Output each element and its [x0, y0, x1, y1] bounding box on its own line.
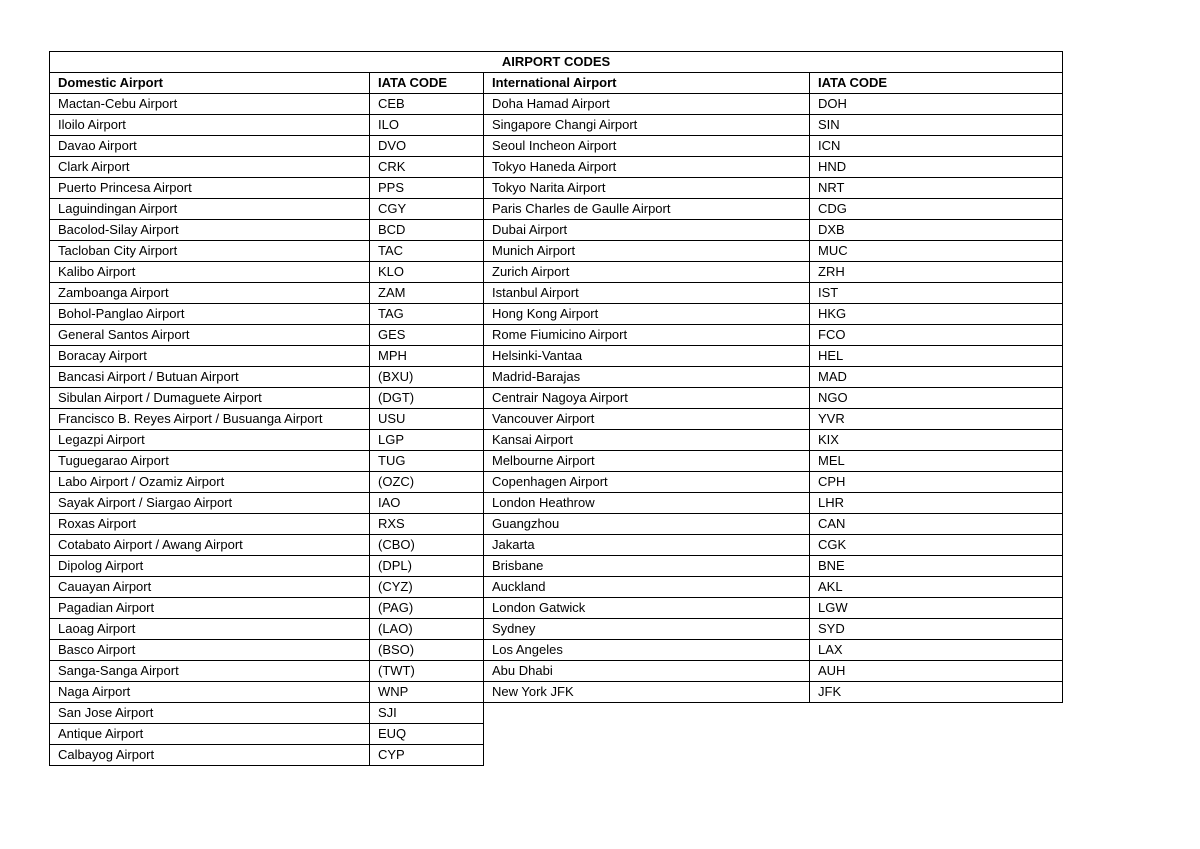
domestic-iata-code-cell: EUQ [370, 724, 484, 745]
international-iata-code-cell: LAX [810, 640, 1063, 661]
international-airport-cell: Kansai Airport [484, 430, 810, 451]
international-airport-cell: Melbourne Airport [484, 451, 810, 472]
table-row [50, 367, 1063, 388]
domestic-iata-code-cell: (LAO) [370, 619, 484, 640]
table-row [50, 262, 1063, 283]
domestic-iata-code-cell: (PAG) [370, 598, 484, 619]
international-iata-code-cell: JFK [810, 682, 1063, 703]
international-airport-cell [484, 724, 810, 745]
international-iata-code-cell: CGK [810, 535, 1063, 556]
domestic-iata-code-cell: (CYZ) [370, 577, 484, 598]
international-iata-code-cell: YVR [810, 409, 1063, 430]
international-iata-code-cell: HEL [810, 346, 1063, 367]
international-airport-cell: Helsinki-Vantaa [484, 346, 810, 367]
international-airport-cell: Tokyo Narita Airport [484, 178, 810, 199]
domestic-iata-code-cell: CYP [370, 745, 484, 766]
domestic-iata-code-cell: USU [370, 409, 484, 430]
domestic-airport-cell: San Jose Airport [50, 703, 370, 724]
table-row [50, 94, 1063, 115]
table-row [50, 598, 1063, 619]
table-row [50, 514, 1063, 535]
international-iata-code-cell [810, 724, 1063, 745]
table-body [50, 52, 1063, 766]
domestic-iata-code-cell: CGY [370, 199, 484, 220]
domestic-airport-cell: Zamboanga Airport [50, 283, 370, 304]
international-airport-cell: Paris Charles de Gaulle Airport [484, 199, 810, 220]
international-iata-code-cell: KIX [810, 430, 1063, 451]
international-iata-code-cell: HND [810, 157, 1063, 178]
header-domestic-iata-code: IATA CODE [370, 73, 484, 94]
domestic-airport-cell: Laoag Airport [50, 619, 370, 640]
domestic-iata-code-cell: KLO [370, 262, 484, 283]
table-title: AIRPORT CODES [50, 52, 1063, 73]
domestic-airport-cell: Labo Airport / Ozamiz Airport [50, 472, 370, 493]
table-row [50, 703, 1063, 724]
domestic-iata-code-cell: ZAM [370, 283, 484, 304]
domestic-airport-cell: Bancasi Airport / Butuan Airport [50, 367, 370, 388]
international-airport-cell: Singapore Changi Airport [484, 115, 810, 136]
international-airport-cell: Zurich Airport [484, 262, 810, 283]
international-airport-cell: Guangzhou [484, 514, 810, 535]
international-iata-code-cell: DXB [810, 220, 1063, 241]
table-row [50, 115, 1063, 136]
domestic-iata-code-cell: (OZC) [370, 472, 484, 493]
domestic-airport-cell: Davao Airport [50, 136, 370, 157]
domestic-iata-code-cell: WNP [370, 682, 484, 703]
domestic-airport-cell: Tuguegarao Airport [50, 451, 370, 472]
international-iata-code-cell [810, 703, 1063, 724]
domestic-iata-code-cell: BCD [370, 220, 484, 241]
domestic-airport-cell: Tacloban City Airport [50, 241, 370, 262]
international-airport-cell: Hong Kong Airport [484, 304, 810, 325]
international-iata-code-cell: ZRH [810, 262, 1063, 283]
table-row [50, 682, 1063, 703]
table-row [50, 346, 1063, 367]
international-airport-cell: Vancouver Airport [484, 409, 810, 430]
domestic-airport-cell: Laguindingan Airport [50, 199, 370, 220]
domestic-iata-code-cell: TUG [370, 451, 484, 472]
title-row [50, 52, 1063, 73]
international-airport-cell [484, 703, 810, 724]
international-iata-code-cell: CAN [810, 514, 1063, 535]
table-row [50, 661, 1063, 682]
domestic-airport-cell: Calbayog Airport [50, 745, 370, 766]
international-airport-cell: Madrid-Barajas [484, 367, 810, 388]
domestic-iata-code-cell: TAC [370, 241, 484, 262]
domestic-airport-cell: Naga Airport [50, 682, 370, 703]
domestic-iata-code-cell: TAG [370, 304, 484, 325]
table-row [50, 451, 1063, 472]
international-airport-cell: London Gatwick [484, 598, 810, 619]
domestic-iata-code-cell: (TWT) [370, 661, 484, 682]
airport-codes-table [49, 51, 1063, 766]
international-iata-code-cell: ICN [810, 136, 1063, 157]
domestic-iata-code-cell: SJI [370, 703, 484, 724]
table-row [50, 136, 1063, 157]
domestic-airport-cell: Sanga-Sanga Airport [50, 661, 370, 682]
international-airport-cell: Copenhagen Airport [484, 472, 810, 493]
international-airport-cell: Istanbul Airport [484, 283, 810, 304]
international-iata-code-cell: AUH [810, 661, 1063, 682]
table-row [50, 220, 1063, 241]
table-row [50, 283, 1063, 304]
international-iata-code-cell: NRT [810, 178, 1063, 199]
domestic-iata-code-cell: RXS [370, 514, 484, 535]
table-row [50, 325, 1063, 346]
header-international-airport: International Airport [484, 73, 810, 94]
domestic-iata-code-cell: (DPL) [370, 556, 484, 577]
international-iata-code-cell: MEL [810, 451, 1063, 472]
international-iata-code-cell [810, 745, 1063, 766]
international-iata-code-cell: IST [810, 283, 1063, 304]
domestic-airport-cell: Pagadian Airport [50, 598, 370, 619]
international-iata-code-cell: LHR [810, 493, 1063, 514]
domestic-iata-code-cell: (DGT) [370, 388, 484, 409]
table-row [50, 472, 1063, 493]
domestic-airport-cell: Dipolog Airport [50, 556, 370, 577]
domestic-airport-cell: Kalibo Airport [50, 262, 370, 283]
international-airport-cell: Seoul Incheon Airport [484, 136, 810, 157]
table-row [50, 619, 1063, 640]
international-iata-code-cell: NGO [810, 388, 1063, 409]
header-row [50, 73, 1063, 94]
table-row [50, 304, 1063, 325]
header-international-iata-code: IATA CODE [810, 73, 1063, 94]
domestic-iata-code-cell: (BSO) [370, 640, 484, 661]
international-airport-cell: Munich Airport [484, 241, 810, 262]
domestic-iata-code-cell: LGP [370, 430, 484, 451]
domestic-airport-cell: General Santos Airport [50, 325, 370, 346]
domestic-airport-cell: Cauayan Airport [50, 577, 370, 598]
international-iata-code-cell: LGW [810, 598, 1063, 619]
domestic-iata-code-cell: (CBO) [370, 535, 484, 556]
table-row [50, 724, 1063, 745]
domestic-airport-cell: Cotabato Airport / Awang Airport [50, 535, 370, 556]
international-airport-cell: Los Angeles [484, 640, 810, 661]
international-iata-code-cell: DOH [810, 94, 1063, 115]
domestic-airport-cell: Antique Airport [50, 724, 370, 745]
domestic-iata-code-cell: MPH [370, 346, 484, 367]
international-airport-cell: New York JFK [484, 682, 810, 703]
international-iata-code-cell: FCO [810, 325, 1063, 346]
international-airport-cell: Brisbane [484, 556, 810, 577]
table-row [50, 745, 1063, 766]
domestic-airport-cell: Iloilo Airport [50, 115, 370, 136]
international-airport-cell: Rome Fiumicino Airport [484, 325, 810, 346]
domestic-iata-code-cell: PPS [370, 178, 484, 199]
domestic-iata-code-cell: CRK [370, 157, 484, 178]
domestic-airport-cell: Mactan-Cebu Airport [50, 94, 370, 115]
international-airport-cell: Centrair Nagoya Airport [484, 388, 810, 409]
international-iata-code-cell: CPH [810, 472, 1063, 493]
domestic-airport-cell: Clark Airport [50, 157, 370, 178]
international-airport-cell: Abu Dhabi [484, 661, 810, 682]
domestic-airport-cell: Boracay Airport [50, 346, 370, 367]
table-row [50, 199, 1063, 220]
header-domestic-airport: Domestic Airport [50, 73, 370, 94]
domestic-airport-cell: Basco Airport [50, 640, 370, 661]
domestic-airport-cell: Puerto Princesa Airport [50, 178, 370, 199]
table-row [50, 640, 1063, 661]
table-row [50, 409, 1063, 430]
international-airport-cell: Sydney [484, 619, 810, 640]
domestic-airport-cell: Bohol-Panglao Airport [50, 304, 370, 325]
domestic-airport-cell: Francisco B. Reyes Airport / Busuanga Airport [50, 409, 370, 430]
table-row [50, 178, 1063, 199]
domestic-iata-code-cell: IAO [370, 493, 484, 514]
international-iata-code-cell: CDG [810, 199, 1063, 220]
international-iata-code-cell: AKL [810, 577, 1063, 598]
domestic-airport-cell: Sibulan Airport / Dumaguete Airport [50, 388, 370, 409]
international-iata-code-cell: SYD [810, 619, 1063, 640]
table-row [50, 493, 1063, 514]
international-iata-code-cell: MUC [810, 241, 1063, 262]
international-airport-cell: Auckland [484, 577, 810, 598]
international-airport-cell: London Heathrow [484, 493, 810, 514]
domestic-airport-cell: Bacolod-Silay Airport [50, 220, 370, 241]
international-airport-cell: Dubai Airport [484, 220, 810, 241]
domestic-iata-code-cell: ILO [370, 115, 484, 136]
international-airport-cell: Doha Hamad Airport [484, 94, 810, 115]
table-row [50, 556, 1063, 577]
table-row [50, 388, 1063, 409]
domestic-iata-code-cell: GES [370, 325, 484, 346]
international-airport-cell [484, 745, 810, 766]
international-iata-code-cell: SIN [810, 115, 1063, 136]
domestic-airport-cell: Legazpi Airport [50, 430, 370, 451]
table-row [50, 241, 1063, 262]
international-airport-cell: Jakarta [484, 535, 810, 556]
table-row [50, 157, 1063, 178]
domestic-airport-cell: Sayak Airport / Siargao Airport [50, 493, 370, 514]
international-iata-code-cell: HKG [810, 304, 1063, 325]
domestic-iata-code-cell: (BXU) [370, 367, 484, 388]
domestic-iata-code-cell: DVO [370, 136, 484, 157]
table-row [50, 577, 1063, 598]
domestic-airport-cell: Roxas Airport [50, 514, 370, 535]
international-iata-code-cell: BNE [810, 556, 1063, 577]
domestic-iata-code-cell: CEB [370, 94, 484, 115]
international-iata-code-cell: MAD [810, 367, 1063, 388]
table-row [50, 430, 1063, 451]
international-airport-cell: Tokyo Haneda Airport [484, 157, 810, 178]
table-row [50, 535, 1063, 556]
